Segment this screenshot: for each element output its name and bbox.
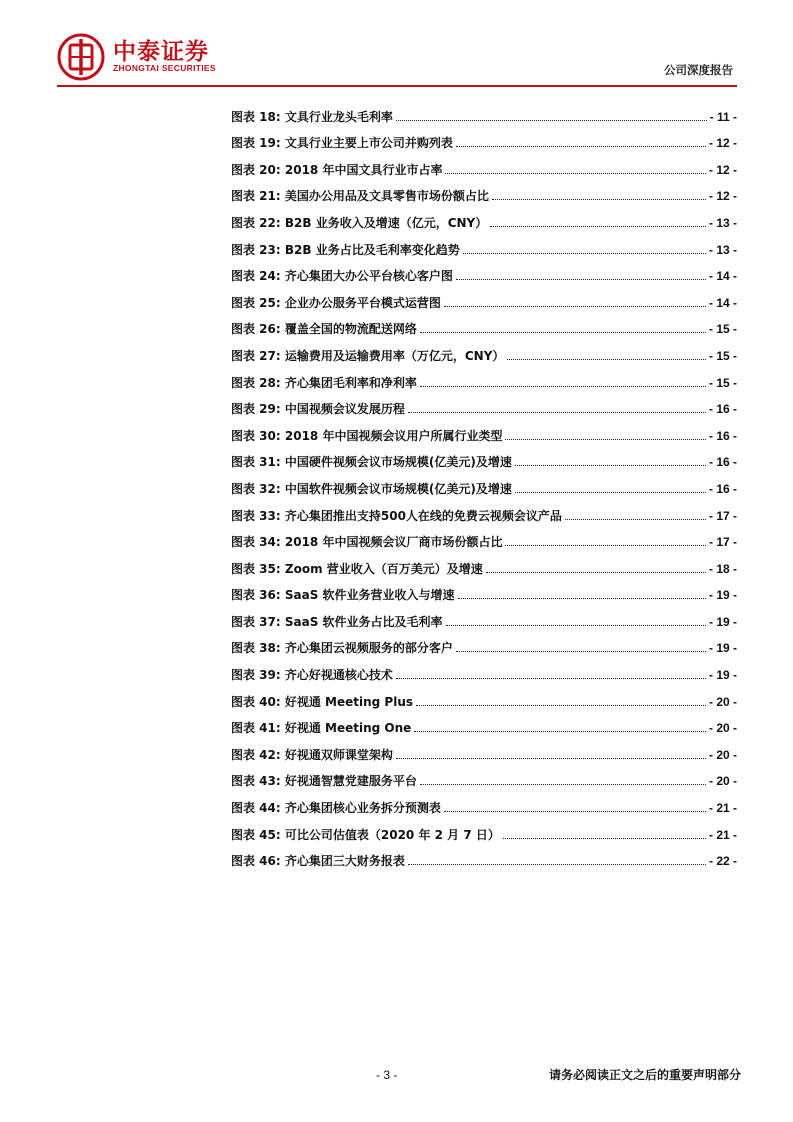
toc-entry[interactable] (231, 125, 737, 152)
toc-entry-row[interactable] (231, 241, 737, 258)
page-header (0, 0, 793, 90)
toc-entry-row[interactable] (231, 852, 737, 869)
toc-entry[interactable] (231, 577, 737, 604)
toc-entry-row[interactable] (231, 799, 737, 816)
toc-entry[interactable] (231, 364, 737, 391)
toc-entry[interactable] (231, 763, 737, 790)
toc-entry-row[interactable] (231, 639, 737, 656)
toc-entry-page[interactable]: - 19 - (708, 641, 737, 656)
toc-entry-row[interactable] (231, 666, 737, 683)
toc-entry-prefix: 图表 24: (231, 269, 281, 284)
header-divider (57, 85, 737, 87)
toc-dot-leader (444, 811, 706, 812)
toc-entry-prefix: 图表 23: (231, 242, 281, 257)
toc-entry[interactable] (231, 98, 737, 125)
toc-dot-leader (396, 120, 707, 121)
toc-entry-prefix: 图表 25: (231, 295, 281, 310)
toc-entry-title[interactable]: SaaS 软件业务营业收入与增速 (284, 588, 455, 603)
toc-entry-title[interactable]: 文具行业主要上市公司并购列表 (284, 136, 453, 151)
toc-entry-title[interactable]: 齐心集团三大财务报表 (284, 854, 405, 869)
toc-entry-page[interactable]: - 21 - (708, 801, 737, 816)
toc-dot-leader (408, 864, 706, 865)
toc-entry-title[interactable]: 齐心集团毛利率和净利率 (284, 375, 417, 390)
toc-entry-page[interactable]: - 22 - (708, 854, 737, 869)
toc-entry-row[interactable] (231, 719, 737, 736)
toc-entry[interactable] (231, 843, 737, 870)
toc-entry-prefix: 图表 21: (231, 189, 281, 204)
toc-entry-prefix: 图表 18: (231, 109, 281, 124)
toc-entry-title[interactable]: 企业办公服务平台模式运营图 (284, 295, 441, 310)
toc-dot-leader (515, 465, 706, 466)
toc-entry-page[interactable]: - 16 - (708, 428, 737, 443)
toc-entry-row[interactable] (231, 826, 737, 843)
toc-entry[interactable] (231, 444, 737, 471)
figure-list (231, 98, 737, 869)
toc-entry-title[interactable]: 齐心集团大办公平台核心客户图 (284, 269, 453, 284)
toc-dot-leader (458, 598, 706, 599)
toc-entry[interactable] (231, 683, 737, 710)
toc-entry-prefix: 图表 44: (231, 801, 281, 816)
toc-entry-title[interactable]: 覆盖全国的物流配送网络 (284, 322, 417, 337)
toc-entry-prefix: 图表 42: (231, 747, 281, 762)
toc-entry-page[interactable]: - 12 - (708, 162, 737, 177)
toc-entry[interactable] (231, 736, 737, 763)
toc-dot-leader (507, 359, 706, 360)
toc-dot-leader (565, 519, 706, 520)
toc-entry-title[interactable]: 美国办公用品及文具零售市场份额占比 (284, 189, 489, 204)
toc-entry-row[interactable] (231, 267, 737, 284)
toc-dot-leader (446, 625, 706, 626)
toc-entry-title[interactable]: 文具行业龙头毛利率 (284, 109, 393, 124)
toc-dot-leader (396, 758, 706, 759)
toc-entry[interactable] (231, 470, 737, 497)
toc-entry-page[interactable]: - 15 - (708, 348, 737, 363)
page-number: - 3 - (376, 1068, 398, 1082)
toc-entry-page[interactable]: - 14 - (708, 269, 737, 284)
toc-dot-leader (420, 784, 706, 785)
toc-entry-prefix: 图表 26: (231, 322, 281, 337)
brand-name-cn: 中泰证券 (113, 39, 209, 65)
toc-entry-prefix: 图表 41: (231, 721, 281, 736)
toc-entry-row[interactable] (231, 214, 737, 231)
toc-entry-row[interactable] (231, 400, 737, 417)
toc-entry-title[interactable]: 2018 年中国视频会议厂商市场份额占比 (284, 535, 503, 550)
toc-entry-title[interactable]: B2B 业务收入及增速（亿元，CNY） (284, 215, 488, 230)
toc-entry-page[interactable]: - 17 - (708, 508, 737, 523)
toc-entry-row[interactable] (231, 480, 737, 497)
toc-entry-prefix: 图表 31: (231, 455, 281, 470)
toc-entry-row[interactable] (231, 374, 737, 391)
toc-entry-title[interactable]: 2018 年中国文具行业市占率 (284, 162, 443, 177)
toc-entry-title[interactable]: 齐心集团云视频服务的部分客户 (284, 641, 453, 656)
toc-entry[interactable] (231, 524, 737, 551)
toc-entry-title[interactable]: 齐心集团推出支持500人在线的免费云视频会议产品 (284, 508, 562, 523)
toc-entry-title[interactable]: 中国软件视频会议市场规模(亿美元)及增速 (284, 481, 512, 496)
toc-dot-leader (444, 306, 706, 307)
toc-entry-title[interactable]: 好视通 Meeting One (284, 721, 412, 736)
toc-dot-leader (420, 332, 706, 333)
toc-dot-leader (408, 412, 706, 413)
toc-entry[interactable] (231, 178, 737, 205)
footer-disclaimer: 请务必阅读正文之后的重要声明部分 (548, 1068, 741, 1082)
toc-entry[interactable] (231, 151, 737, 178)
toc-entry-page[interactable]: - 13 - (708, 242, 737, 257)
toc-entry-page[interactable]: - 15 - (708, 375, 737, 390)
toc-entry-prefix: 图表 27: (231, 348, 281, 363)
toc-entry[interactable] (231, 603, 737, 630)
toc-dot-leader (505, 439, 706, 440)
toc-entry[interactable] (231, 284, 737, 311)
toc-entry-row[interactable] (231, 772, 737, 789)
toc-entry-title[interactable]: 齐心好视通核心技术 (284, 668, 393, 683)
toc-entry[interactable] (231, 391, 737, 418)
toc-entry[interactable] (231, 710, 737, 737)
toc-entry-prefix: 图表 37: (231, 614, 281, 629)
toc-entry[interactable] (231, 231, 737, 258)
toc-entry-page[interactable]: - 14 - (708, 295, 737, 310)
toc-entry-row[interactable] (231, 746, 737, 763)
toc-entry-title[interactable]: 可比公司估值表（2020 年 2 月 7 日） (284, 827, 500, 842)
zhongtai-logo-icon (57, 33, 105, 81)
toc-entry-row[interactable] (231, 693, 737, 710)
toc-entry-prefix: 图表 22: (231, 215, 281, 230)
toc-entry-prefix: 图表 33: (231, 508, 281, 523)
toc-entry-title[interactable]: 好视通智慧党建服务平台 (284, 774, 417, 789)
toc-entry[interactable] (231, 417, 737, 444)
toc-entry-row[interactable] (231, 294, 737, 311)
toc-entry-page[interactable]: - 16 - (708, 455, 737, 470)
toc-dot-leader (505, 545, 706, 546)
toc-entry-title[interactable]: 2018 年中国视频会议用户所属行业类型 (284, 428, 503, 443)
toc-entry-row[interactable] (231, 161, 737, 178)
toc-entry-prefix: 图表 32: (231, 481, 281, 496)
toc-entry-prefix: 图表 28: (231, 375, 281, 390)
toc-entry-row[interactable] (231, 347, 737, 364)
toc-entry-page[interactable]: - 20 - (708, 747, 737, 762)
toc-entry[interactable] (231, 656, 737, 683)
toc-entry-row[interactable] (231, 507, 737, 524)
toc-entry-page[interactable]: - 15 - (708, 322, 737, 337)
toc-dot-leader (420, 386, 706, 387)
toc-entry-title[interactable]: B2B 业务占比及毛利率变化趋势 (284, 242, 460, 257)
toc-entry[interactable] (231, 204, 737, 231)
toc-dot-leader (486, 572, 706, 573)
toc-entry[interactable] (231, 258, 737, 285)
toc-dot-leader (503, 838, 706, 839)
toc-entry-prefix: 图表 29: (231, 402, 281, 417)
toc-entry-prefix: 图表 43: (231, 774, 281, 789)
toc-entry-row[interactable] (231, 108, 737, 125)
toc-entry-page[interactable]: - 16 - (708, 481, 737, 496)
toc-entry-page[interactable]: - 13 - (708, 215, 737, 230)
toc-entry-page[interactable]: - 18 - (708, 561, 737, 576)
toc-dot-leader (396, 678, 706, 679)
toc-entry[interactable] (231, 497, 737, 524)
toc-dot-leader (515, 492, 706, 493)
report-type-label: 公司深度报告 (664, 63, 733, 77)
toc-entry-row[interactable] (231, 320, 737, 337)
toc-entry-prefix: 图表 38: (231, 641, 281, 656)
toc-entry-page[interactable]: - 12 - (708, 136, 737, 151)
toc-entry-title[interactable]: 中国硬件视频会议市场规模(亿美元)及增速 (284, 455, 512, 470)
toc-entry-page[interactable]: - 16 - (708, 402, 737, 417)
toc-entry[interactable] (231, 789, 737, 816)
toc-entry-page[interactable]: - 20 - (708, 774, 737, 789)
toc-entry-prefix: 图表 45: (231, 827, 281, 842)
toc-entry-row[interactable] (231, 427, 737, 444)
toc-entry-title[interactable]: Zoom 营业收入（百万美元）及增速 (284, 561, 483, 576)
toc-entry-prefix: 图表 39: (231, 668, 281, 683)
toc-entry[interactable] (231, 816, 737, 843)
toc-entry-title[interactable]: 运输费用及运输费用率（万亿元，CNY） (284, 348, 505, 363)
toc-entry-page[interactable]: - 19 - (708, 588, 737, 603)
toc-entry-page[interactable]: - 20 - (708, 721, 737, 736)
toc-entry-page[interactable]: - 19 - (708, 614, 737, 629)
toc-entry-prefix: 图表 19: (231, 136, 281, 151)
toc-entry-prefix: 图表 20: (231, 162, 281, 177)
toc-dot-leader (456, 146, 706, 147)
toc-dot-leader (414, 731, 706, 732)
toc-entry-title[interactable]: 中国视频会议发展历程 (284, 402, 405, 417)
toc-entry-page[interactable]: - 21 - (708, 827, 737, 842)
toc-dot-leader (456, 651, 706, 652)
toc-entry-row[interactable] (231, 613, 737, 630)
toc-entry-page[interactable]: - 12 - (708, 189, 737, 204)
toc-entry[interactable] (231, 311, 737, 338)
toc-entry-prefix: 图表 46: (231, 854, 281, 869)
toc-entry-row[interactable] (231, 533, 737, 550)
toc-dot-leader (416, 705, 706, 706)
toc-entry-prefix: 图表 35: (231, 561, 281, 576)
toc-entry[interactable] (231, 550, 737, 577)
toc-entry[interactable] (231, 630, 737, 657)
toc-entry-page[interactable]: - 20 - (708, 694, 737, 709)
toc-entry-title[interactable]: 好视通双师课堂架构 (284, 747, 393, 762)
toc-entry-title[interactable]: SaaS 软件业务占比及毛利率 (284, 614, 443, 629)
toc-entry-prefix: 图表 40: (231, 694, 281, 709)
toc-entry[interactable] (231, 337, 737, 364)
toc-dot-leader (445, 173, 706, 174)
toc-dot-leader (492, 199, 706, 200)
toc-entry-title[interactable]: 齐心集团核心业务拆分预测表 (284, 801, 441, 816)
toc-entry-page[interactable]: - 17 - (708, 535, 737, 550)
toc-dot-leader (490, 226, 706, 227)
toc-entry-row[interactable] (231, 560, 737, 577)
toc-entry-title[interactable]: 好视通 Meeting Plus (284, 694, 414, 709)
toc-entry-prefix: 图表 34: (231, 535, 281, 550)
toc-entry-page[interactable]: - 19 - (708, 668, 737, 683)
toc-entry-row[interactable] (231, 187, 737, 204)
toc-entry-row[interactable] (231, 586, 737, 603)
toc-dot-leader (456, 279, 706, 280)
toc-entry-prefix: 图表 36: (231, 588, 281, 603)
toc-entry-page[interactable]: - 11 - (709, 109, 737, 124)
toc-entry-prefix: 图表 30: (231, 428, 281, 443)
brand-name-en: ZHONGTAI SECURITIES (113, 63, 216, 73)
toc-entry-row[interactable] (231, 453, 737, 470)
toc-entry-row[interactable] (231, 134, 737, 151)
toc-dot-leader (463, 253, 706, 254)
